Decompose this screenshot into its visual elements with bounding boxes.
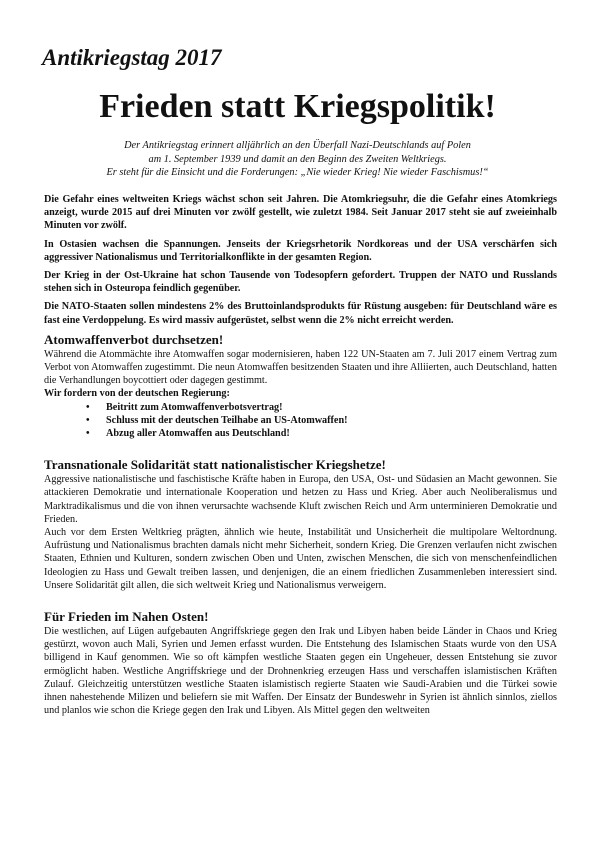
- section-body-mideast: Die westlichen, auf Lügen aufgebauten Angriffskriege gegen den Irak und Libyen haben beide Länder in Chaos und Krieg gestürzt, wovon auch Mali, Syrien und Jemen erfasst wurden. Die Entstehung des Islamischen Staats wurde von den USA billigend in Kauf genommen. Wie so oft kämpfen westliche Staaten gegen ein Ungeheuer, dessen Entstehung sie zuvor ermöglicht haben. Westliche Angriffskriege und der Drohnenkrieg erzeugen Hass und verschaffen islamistischen Kräften Zulauf. Gleichzeitig unterstützen westliche Staaten islamistisch regierte Staaten wie Saudi-Arabien und die Türkei sowie ihnen nahestehende Milizen und beliefern sie mit Waffen. Der Einsatz der Bundeswehr in Syrien ist ähnlich sinnlos, ziellos und planlos wie schon die Kriege gegen den Irak und Libyen. Als Mittel gegen den weltweiten: [44, 626, 557, 717]
- demand-text: Beitritt zum Atomwaffenverbotsvertrag!: [106, 401, 283, 413]
- list-item: [86, 414, 557, 427]
- bullet-icon: •: [86, 414, 90, 426]
- lead-paragraph: Die Gefahr eines weltweiten Kriegs wächst schon seit Jahren. Die Atomkriegsuhr, die die Gefahr eines Atomkriegs anzeigt, wurde 2015 auf drei Minuten vor zwölf gestellt, wie zuletzt 1984. Seit Januar 2017 steht sie auf zweieinhalb Minuten vor zwölf.: [44, 194, 557, 232]
- demand-text: Schluss mit der deutschen Teilhabe an US-Atomwaffen!: [106, 414, 348, 426]
- main-content: [44, 193, 557, 718]
- lead-paragraph: In Ostasien wachsen die Spannungen. Jenseits der Kriegsrhetorik Nordkoreas und der USA verschärfen sich aggressiver Nationalismus und Territorialkonflikte in der gesamten Region.: [44, 238, 557, 263]
- section-heading-solidarity: Transnationale Solidarität statt nationalistischer Kriegshetze!: [44, 457, 386, 473]
- event-kicker: Antikriegstag 2017: [42, 45, 222, 70]
- bullet-icon: •: [86, 401, 90, 413]
- section-body-solidarity: Aggressive nationalistische und faschistische Kräfte haben in Europa, den USA, Ost- und Südasien an Macht gewonnen. Sie attackieren Demokratie und internationale Kooperation und hetzen zu Hass und Krieg. Aber auch Neoliberalismus und Marktradikalismus und die von ihnen verursachte wachsende Kluft zwischen Reich und Arm unterminieren Demokratie und Frieden.: [44, 474, 557, 525]
- bullet-icon: •: [86, 428, 90, 440]
- intro-block: [46, 139, 549, 180]
- demand-intro: Wir fordern von der deutschen Regierung:: [44, 388, 230, 400]
- intro-line: am 1. September 1939 und damit an den Beginn des Zweiten Weltkriegs.: [148, 153, 447, 165]
- lead-paragraph: Der Krieg in der Ost-Ukraine hat schon Tausende von Todesopfern gefordert. Truppen der NATO und Russlands stehen sich in Osteuropa feindlich gegenüber.: [44, 270, 557, 295]
- demand-list: [44, 401, 557, 441]
- intro-line: Er steht für die Einsicht und die Forderungen: „Nie wieder Krieg! Nie wieder Faschismus!“: [106, 167, 489, 178]
- section-heading-mideast: Für Frieden im Nahen Osten!: [44, 609, 209, 625]
- list-item: [86, 401, 557, 414]
- section-body-atom: Während die Atommächte ihre Atomwaffen sogar modernisieren, haben 122 UN-Staaten am 7. Juli 2017 einem Vertrag zum Verbot von Atomwaffen zugestimmt. Die neun Atomwaffen besitzenden Staaten und ihre Alliierten, auch Deutschland, hatten die Verhandlungen boycottiert oder dagegen gestimmt.: [44, 348, 557, 387]
- page-title: Frieden statt Kriegspolitik!: [99, 88, 496, 125]
- section-heading-atom: Atomwaffenverbot durchsetzen!: [44, 331, 224, 347]
- intro-line: Der Antikriegstag erinnert alljährlich an den Überfall Nazi-Deutschlands auf Polen: [124, 140, 471, 151]
- list-item: [86, 427, 557, 440]
- section-body-solidarity: Auch vor dem Ersten Weltkrieg prägten, ähnlich wie heute, Instabilität und Unsicherheit die multipolare Weltordnung. Aufrüstung und Nationalismus brachten damals nicht mehr Sicherheit, sondern Krieg. Die Grenzen verlaufen nicht zwischen Staaten, Ethnien und Kulturen, sondern zwischen Oben und Unten, zwischen Menschen, die sich von menschenfeindlichen Ideologien zu Hass und Gewalt treiben lassen, und denjenigen, die an einem friedlichen Zusammenleben interessiert sind. Unsere Solidarität gilt allen, die sich weltweit Krieg und Nationalismus verweigern.: [44, 527, 557, 591]
- lead-paragraph: Die NATO-Staaten sollen mindestens 2% des Bruttoinlandsprodukts für Rüstung ausgeben: für Deutschland wäre es fast eine Verdoppelung. Es wird massiv aufgerüstet, selbst wenn die 2% nicht erreicht werden.: [44, 301, 557, 326]
- demand-text: Abzug aller Atomwaffen aus Deutschland!: [106, 428, 290, 440]
